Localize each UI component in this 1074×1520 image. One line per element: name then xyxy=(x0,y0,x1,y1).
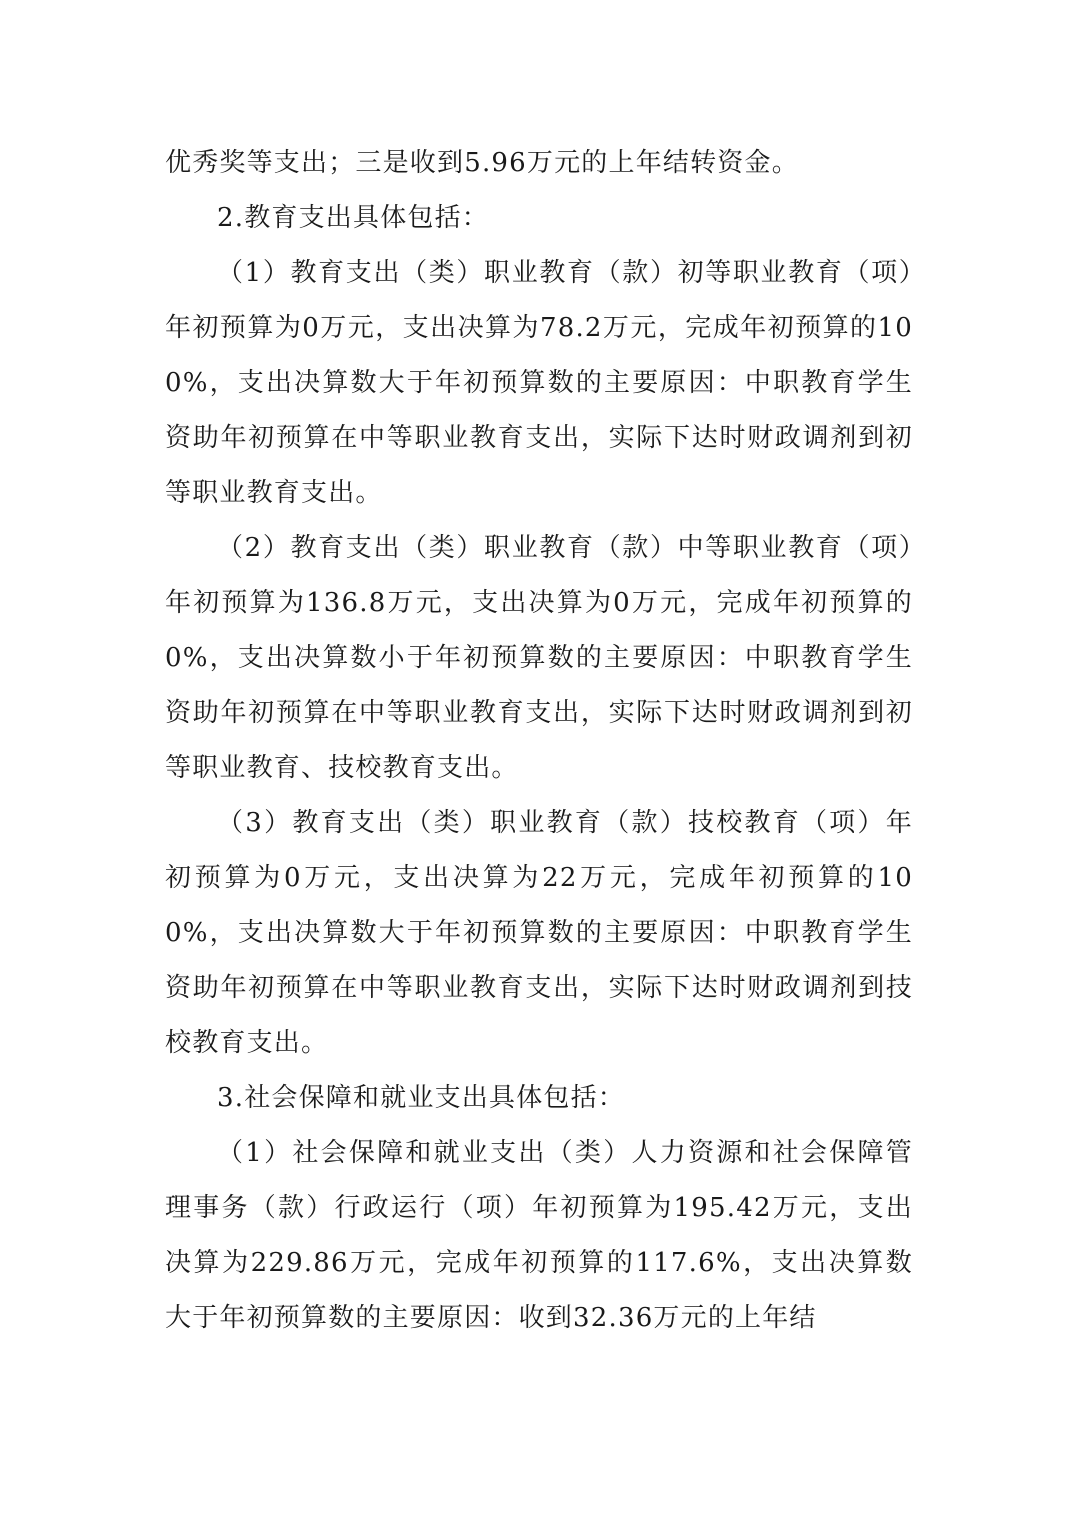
paragraph-administrative-operation: （1）社会保障和就业支出（类）人力资源和社会保障管理事务（款）行政运行（项）年初预算为195.42万元，支出决算为229.86万元，完成年初预算的117.6%，支出决算数大于年初预算数的主要原因：收到32.36万元的上年结 xyxy=(165,1138,913,1333)
section-heading-social-security: 3.社会保障和就业支出具体包括： xyxy=(217,1083,626,1113)
section-heading-education: 2.教育支出具体包括： xyxy=(217,203,490,233)
paragraph-technical-school: （3）教育支出（类）职业教育（款）技校教育（项）年初预算为0万元，支出决算为22万元，完成年初预算的100%，支出决算数大于年初预算数的主要原因：中职教育学生资助年初预算在中等职业教育支出，实际下达时财政调剂到技校教育支出。 xyxy=(165,808,913,1058)
document-body xyxy=(165,136,913,1346)
paragraph-primary-vocational: （1）教育支出（类）职业教育（款）初等职业教育（项）年初预算为0万元，支出决算为78.2万元，完成年初预算的100%，支出决算数大于年初预算数的主要原因：中职教育学生资助年初预算在中等职业教育支出，实际下达时财政调剂到初等职业教育支出。 xyxy=(165,258,913,508)
paragraph-continuation: 优秀奖等支出；三是收到5.96万元的上年结转资金。 xyxy=(165,148,799,178)
paragraph-secondary-vocational: （2）教育支出（类）职业教育（款）中等职业教育（项）年初预算为136.8万元，支出决算为0万元，完成年初预算的0%，支出决算数小于年初预算数的主要原因：中职教育学生资助年初预算在中等职业教育支出，实际下达时财政调剂到初等职业教育、技校教育支出。 xyxy=(165,533,913,783)
